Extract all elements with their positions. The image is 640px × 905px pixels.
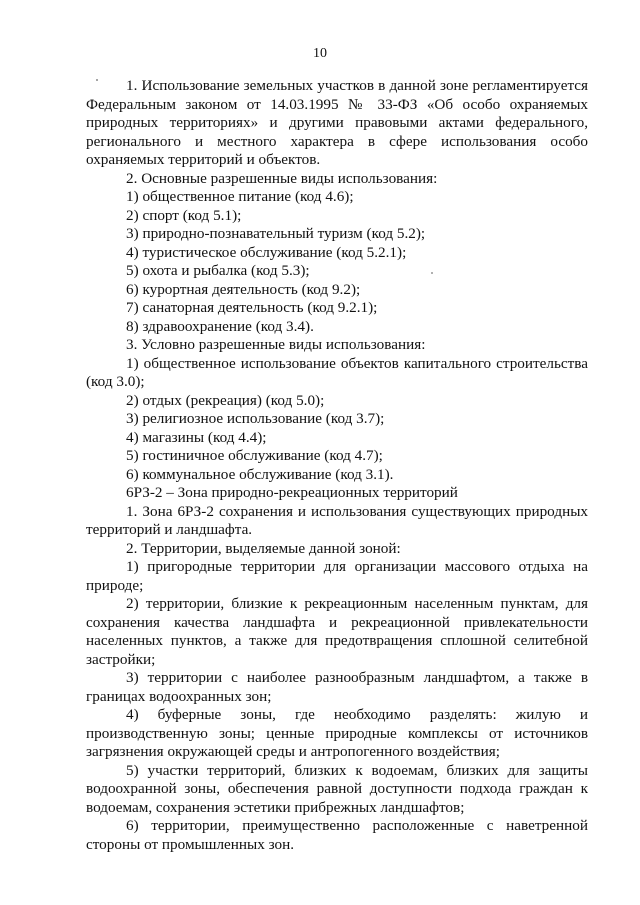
list-item: 4) магазины (код 4.4); — [126, 428, 267, 446]
list-item: 3) религиозное использование (код 3.7); — [126, 410, 385, 427]
list-item: 5) гостиничное обслуживание (код 4.7); — [126, 447, 383, 464]
list-item: 2) территории, близкие к рекреационным населенным пунктам, для сохранения качества ландшафта и рекреационной привлекательности населенных пунктов, а также для предотвращения сплошной селитебной застройки; — [86, 595, 588, 668]
list-item: 6) территории, преимущественно расположенные с наветренной стороны от промышленных зон. — [86, 817, 588, 853]
page-number: 10 — [313, 46, 327, 61]
list-item: 6) курортная деятельность (код 9.2); — [126, 280, 361, 298]
paragraph-land-use-regulation: 1. Использование земельных участков в данной зоне регламентируется Федеральным законом от 14.03.1995 № 33-ФЗ «Об особо охраняемых природных территориях» и другими правовыми актами федерального, регионального и местного характера в сфере использования особо охраняемых территорий и объектов. — [86, 77, 588, 168]
list-item: 2) спорт (код 5.1); — [126, 206, 242, 224]
list-item: 4) буферные зоны, где необходимо разделять: жилую и производственную зоны; ценные природные комплексы от источников загрязнения окружающей среды и антропогенного воздействия; — [86, 706, 588, 760]
list-item: 3) природно-познавательный туризм (код 5.2); — [126, 225, 426, 242]
list-item: 6) коммунальное обслуживание (код 3.1). — [126, 465, 394, 483]
zone-heading: 6РЗ-2 – Зона природно-рекреационных территорий — [126, 484, 458, 501]
list-item: 4) туристическое обслуживание (код 5.2.1); — [126, 243, 407, 261]
list-item: 7) санаторная деятельность (код 9.2.1); — [126, 299, 378, 316]
paragraph-main-uses-heading: 2. Основные разрешенные виды использования: — [126, 169, 438, 187]
list-item: 5) участки территорий, близких к водоемам, близких для защиты водоохранной зоны, обеспечения равной доступности подхода граждан к водоемам, сохранения эстетики прибрежных ландшафтов; — [86, 761, 588, 816]
list-item: 2) отдых (рекреация) (код 5.0); — [126, 391, 325, 409]
paragraph-zone-purpose: 1. Зона 6РЗ-2 сохранения и использования существующих природных территорий и ландшафта. — [86, 502, 588, 538]
paragraph-conditional-uses-heading: 3. Условно разрешенные виды использования: — [126, 336, 426, 353]
list-item: 1) пригородные территории для организации массового отдыха на природе; — [86, 558, 588, 594]
list-item: 5) охота и рыбалка (код 5.3); — [126, 262, 310, 279]
paragraph-zone-territories-heading: 2. Территории, выделяемые данной зоной: — [126, 539, 401, 557]
list-item: 3) территории с наиболее разнообразным ландшафтом, а также в границах водоохранных зон; — [86, 669, 588, 705]
list-item: 1) общественное питание (код 4.6); — [126, 188, 354, 205]
list-item: 8) здравоохранение (код 3.4). — [126, 317, 314, 335]
list-item: 1) общественное использование объектов капитального строительства (код 3.0); — [86, 354, 588, 390]
body-text — [86, 77, 588, 854]
